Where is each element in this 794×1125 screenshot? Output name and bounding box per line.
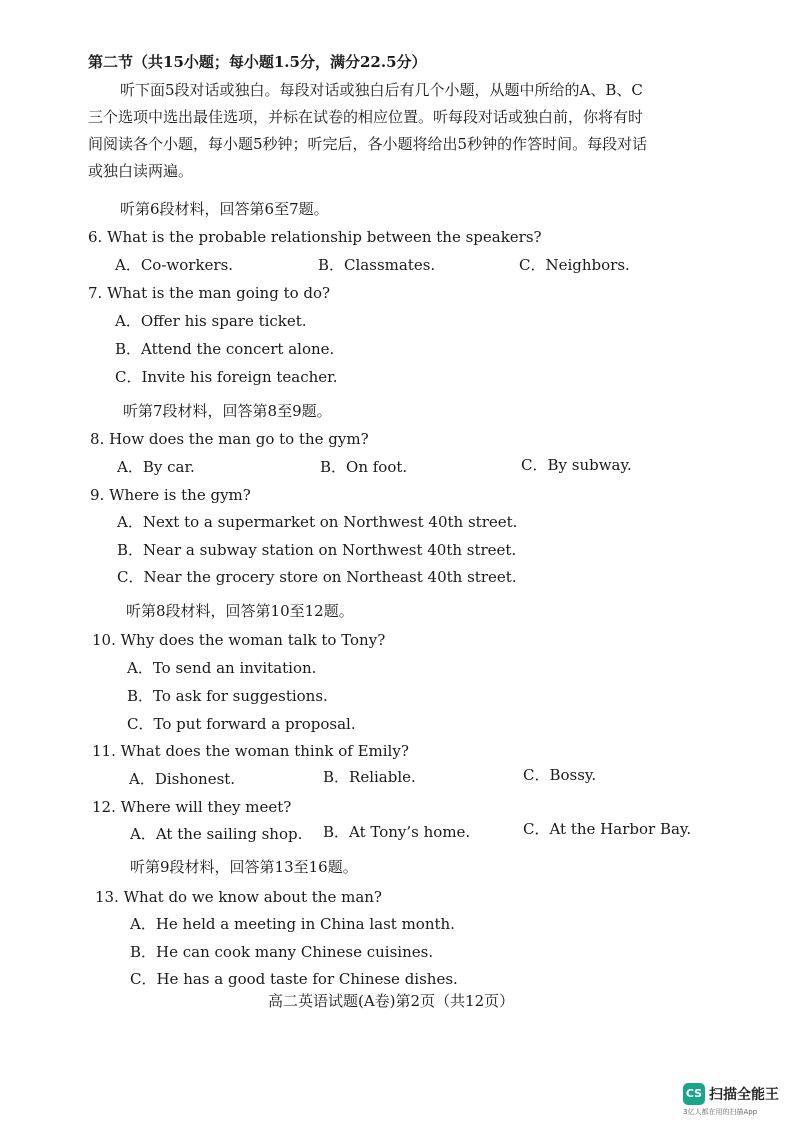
option-13a: A．He held a meeting in China last month. xyxy=(130,915,455,933)
instruction-line-2: 三个选项中选出最佳选项，并标在试卷的相应位置。听每段对话或独白前，你将有时 xyxy=(88,108,644,126)
option-11a: A．Dishonest. xyxy=(129,770,236,788)
question-number: 13. xyxy=(95,888,119,906)
group-header-9: 听第9段材料，回答第13至16题。 xyxy=(130,858,358,876)
option-8c: C．By subway. xyxy=(521,456,632,474)
option-13b: B．He can cook many Chinese cuisines. xyxy=(130,943,434,961)
question-number: 7. xyxy=(88,284,103,302)
cs-logo-icon: CS xyxy=(683,1083,705,1105)
option-10c: C．To put forward a proposal. xyxy=(127,715,356,733)
question-text: Where will they meet? xyxy=(120,798,292,816)
question-number: 9. xyxy=(90,486,105,504)
option-12b: B．At Tony’s home. xyxy=(323,823,471,841)
instruction-line-1: 听下面5段对话或独白。每段对话或独白后有几个小题，从题中所给的A、B、C xyxy=(120,81,643,99)
question-13 xyxy=(95,887,382,907)
option-12c: C．At the Harbor Bay. xyxy=(523,820,692,838)
option-6c: C．Neighbors. xyxy=(519,256,630,274)
question-6 xyxy=(88,227,542,247)
question-text: What is the probable relationship between the speakers? xyxy=(107,228,542,246)
option-7a: A．Offer his spare ticket. xyxy=(115,312,307,330)
question-text: Why does the woman talk to Tony? xyxy=(120,631,386,649)
question-number: 6. xyxy=(88,228,103,246)
option-11c: C．Bossy. xyxy=(523,766,597,784)
question-8 xyxy=(90,429,369,449)
question-text: How does the man go to the gym? xyxy=(109,430,369,448)
page-footer: 高二英语试题(A卷)第2页（共12页） xyxy=(268,992,515,1010)
question-text: Where is the gym? xyxy=(109,486,251,504)
question-text: What do we know about the man? xyxy=(123,888,382,906)
question-number: 11. xyxy=(92,742,116,760)
question-text: What does the woman think of Emily? xyxy=(120,742,409,760)
option-9c: C．Near the grocery store on Northeast 40th street. xyxy=(117,568,517,586)
group-header-7: 听第7段材料，回答第8至9题。 xyxy=(123,402,332,420)
option-8a: A．By car. xyxy=(117,458,195,476)
question-10 xyxy=(92,630,385,650)
question-text: What is the man going to do? xyxy=(107,284,331,302)
option-7b: B．Attend the concert alone. xyxy=(115,340,335,358)
option-13c: C．He has a good taste for Chinese dishes. xyxy=(130,970,458,988)
question-number: 8. xyxy=(90,430,105,448)
option-11b: B．Reliable. xyxy=(323,768,416,786)
option-12a: A．At the sailing shop. xyxy=(130,825,303,843)
option-9a: A．Next to a supermarket on Northwest 40th street. xyxy=(117,513,518,531)
option-10b: B．To ask for suggestions. xyxy=(127,687,328,705)
question-number: 12. xyxy=(92,798,116,816)
watermark-name: 扫描全能王 xyxy=(709,1087,779,1103)
question-12 xyxy=(92,797,291,817)
option-9b: B．Near a subway station on Northwest 40th street. xyxy=(117,541,517,559)
option-6a: A．Co-workers. xyxy=(115,256,234,274)
question-number: 10. xyxy=(92,631,116,649)
scanner-watermark xyxy=(683,1083,793,1119)
watermark-subtitle: 3亿人都在用的扫描App xyxy=(683,1108,758,1116)
option-6b: B．Classmates. xyxy=(318,256,436,274)
section-title: 第二节（共15小题；每小题1.5分，满分22.5分） xyxy=(88,53,427,71)
question-9 xyxy=(90,485,251,505)
group-header-8: 听第8段材料，回答第10至12题。 xyxy=(126,602,354,620)
instruction-line-3: 间阅读各个小题，每小题5秒钟；听完后，各小题将给出5秒钟的作答时间。每段对话 xyxy=(88,135,648,153)
group-header-6: 听第6段材料，回答第6至7题。 xyxy=(120,200,329,218)
question-11 xyxy=(92,741,409,761)
instruction-line-4: 或独白读两遍。 xyxy=(88,162,194,180)
question-7 xyxy=(88,283,330,303)
option-8b: B．On foot. xyxy=(320,458,408,476)
option-10a: A．To send an invitation. xyxy=(127,659,317,677)
option-7c: C．Invite his foreign teacher. xyxy=(115,368,338,386)
